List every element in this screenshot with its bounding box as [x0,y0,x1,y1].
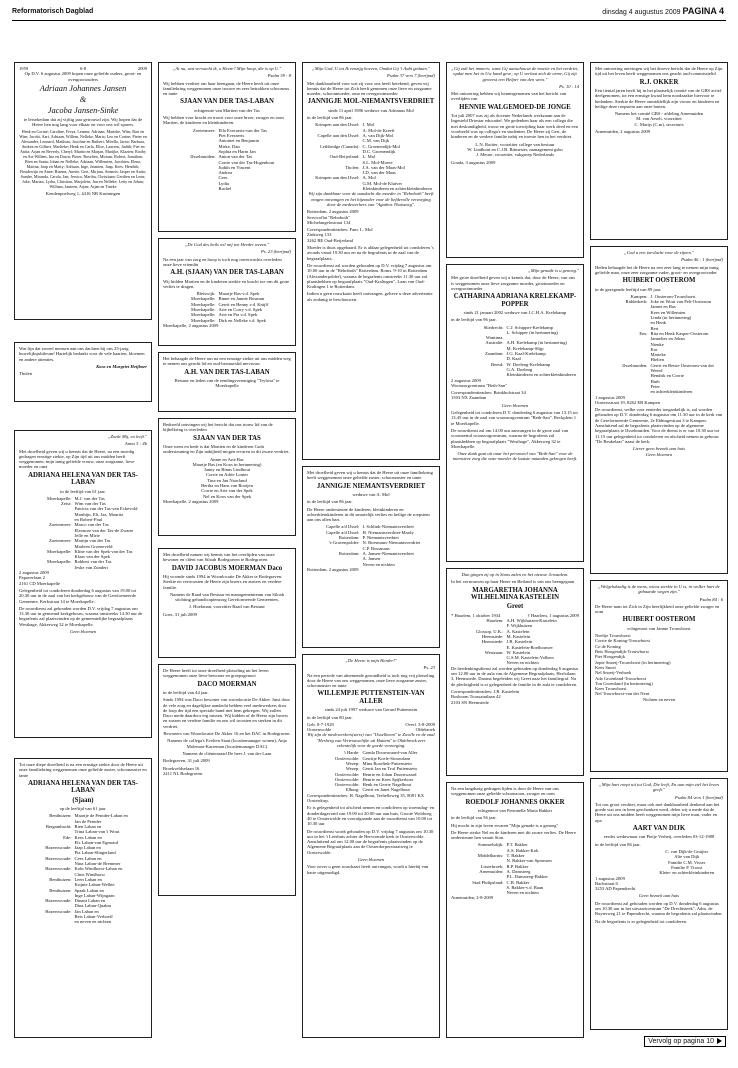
family-row: Zaandam: J.G. Kaal-Krelekamp [485,351,546,357]
family-row: Moerkapelle: Binne en Jannie Bosman [191,296,265,302]
family-row: Bleiswijk: Maartje Bas-v.d. Spek [196,291,260,297]
list-item: Bets Hoogendijk-Trouwborst [595,649,649,655]
family-list: Henk en Corine; Caroline, Freya, Leanne, Adriaan, Marieke, Wim; Bart en Wim; Jacobi, Aart, Adriaan, Willem, Nelleke, Maria; Leo en Corine; Pieter en Alexander, Leonard, Matthias; Jacoline en Ruibert, Mirella, Jarno; Barbara, Andrea en Gilbert, Marlieke; Henk en Carla, Elise, Laurens, Judith; Piet en Anita; Arjan en Beverly, Cheryl; Martin en Marjan, Marijke, Klazien; Rooby en Ari-Willem, Ino en Dawn; Pieter, Roselien, Miriam, Robert, Jonathan; Bien en Santa; Johan en Nelleke; Adriaan, Willemien, Jacobien, Elena, Marina; Jaap en Matty; Adriaan, Inge, Jasmien, Jaap, Kees, Hendrik; Boudewijn en Anne; Rianne, Anette, Gert, Mirjam, Anneris; Jasper en Anita; Sander, Miranda, Carola, Jan; Jessica, Martha, Christiaan; Gerdien en Leon; Joke, Marian, Lydia, Christian, Marjolein; Jan en Nelleke; Letty en Johan; William, Janteen, Arjan; Arjan en Tineke [19,129,147,190]
family-row: Oud-Beijerland: L. Mol [329,154,376,160]
family-row: S. Bakker-v.d. Baan [506,884,544,890]
family-row: Oosterwolde: Henrie en Kees Spijkerboer [334,776,414,782]
family-row: Klaas van der Spek [74,554,111,560]
family-row: Kor [650,346,658,352]
list-item: Corrie en Adrie Louter [206,472,248,478]
list-item: Annie en Arie Bac [209,456,245,462]
family-row: Hazerswoude: Jan Laban en [45,908,99,914]
family-row: Oosterwolde: Gerritje Koele-Stouwdam [334,755,411,761]
family-row: Moerkapelle: M.J. van der Tas [47,495,105,501]
family-row: Cees [218,175,228,181]
family-row: C.P. Bossmans [362,545,390,551]
notice-okker-gbs: Met ontroering ontvingen wij het droeve bericht dat de Heere op Zijn tijd uit het leven heeft weggenomen ons geacht oud-commissielid R.J. OKKER Een tiental jaren heeft hij in het plaatselijk comité van de GBS actief deelgenomen, tot een ernstige kwaal hem noodzaakte hiervoor te bedanken. Sterkte de Heere onmiddellijk zijn vrouw en kinderen en heilige deze roepstem aan onze harten. Namens het comité GBS - afdeling Arnemuiden M. van Aeselt, voorzitter C. Marijs (C.m), secretaris Arnemuiden, 2 augustus 2009 [590,62,728,240]
family-row: Kleinkinderen en achterkleinkinderen [362,186,432,192]
family-row: Linda (in herinnering) [650,315,692,321]
family-row: Tholen: J.A. van der Maas-Mol [345,164,405,170]
family-row: Hendrik en Corrie [650,373,684,379]
family-row: C.M. van Dijk [362,138,390,144]
list-item: Bertha en Hans van Rooijen [201,483,253,489]
family-row: en Henk [650,320,666,326]
family-row: Heemstede: J.B. Kastelein [481,639,533,645]
list-item: Nel Snoeij-Verhoek [595,670,632,676]
family-row: Piet Everaerts [218,133,245,139]
family-row: Kees en Willemien [650,309,686,315]
family-row: Dina Laban-Quakm [74,903,112,909]
list-item: Corrie en Arie van der Spek [201,488,253,494]
family-row: Moerkapelle: Arie en Corry v.d. Spek [191,307,263,313]
family-row: P.L. Damsteeg-Bakker [506,874,548,880]
family-row: S.L. Mol-Moree [362,159,393,165]
family-row: Arnemuiden: A. Damsteeg [479,868,531,874]
deceased-name: CATHARINA ADRIANA KRELEKAMP-POPPER [453,293,577,308]
family-row: D.C. Groenendijk [362,148,396,154]
family-row: en Robert-Paul [74,517,103,523]
family-row: Antoinet en Benjamin [218,138,260,144]
list-item: Piet Hoogendijk [595,654,625,660]
notice-van-dijk: „Mijn hart roept uit tot God, Die leeft, En aan mijn ziel het leven geeft." Psalm 84 vers 1 (berijmd) Tot ons groot verdriet, maar ook met dankbaarheid denkend aan het goede wat ons in hem geschonken werd, delen wij u mede dat de Heere uit ons midden heeft weggenomen mijn lieve man, vader en opa AART VAN DIJK eerder weduwnaar van Pietje Verheij, overleden 03-12-1988 in de leeftijd van 86 jaar. C. van Dijk-de Gruijter Alie van Dijk Familie C.M. Visser Familie P. Troost Klein- en achterkleinkinderen 1 augustus 2009 Bachstraat 6 3253 AD Papendrecht Geen bezoek aan huis De rouwdienst zal gehouden worden op D.V. donderdag 6 augustus om 10.30 uur in het uitvaartcentrum "De Drechtsteek", Adm. de Ruyterweg 21 te Papendrecht, waarna de begrafenis zal plaatsvinden. Na de begrafenis is er gelegenheid tot condoleren. [590,778,728,1030]
family-row: Klein- en achterkleinkinderen [659,870,715,876]
list-item: Corrie de Koning-Trouwborst [595,638,650,644]
notice-okker-family: Na een langdurig gedragen lijden is door de Heere van ons weggenomen onze geliefde schoonzoon, zwager en oom ROEDOLF JOHANNES OKKER echtgenoot van Petronella Maria Bakker in de leeftijd van 56 jaar. Hij mocht in zijn leven ervaren "Mijn genade is u genoeg". De Heere sterke Nel en de kinderen met dit zware verlies. De Heere ondersteune hen vanuit Sion. Sommelsdijk: P.T. Bakker A.S. Bakker-Kok Middelharnis: T. Bakker N. Bakker-van Spronsen Lisserbroek: R.P. Bakker Arnemuiden: A. Damsteeg P.L. Damsteeg-Bakker Stad Philipsland: C.B. Bakker S. Bakker-v.d. Baan Neven en nichten Arnemuiden, 2-8-2009 [446,782,584,1038]
family-row: Oosterwolde: Henrie en Johan Doornwaard [334,771,417,777]
family-row: Ridderkerk: Joke en Wout van Pelt-Oosterom [625,299,712,305]
family-row: Neven en nichten [362,561,395,567]
family-row: G.S.M. Kastelein-Volkers [506,655,554,661]
family-row: Wezep: Mina Roselink-Puttenstein [345,760,412,766]
list-item: Ton Groenland (in herinnering) [595,680,653,686]
deceased-name: A.H. (SJAAN) VAN DER TAS-LABAN [170,269,284,277]
couple-name-1: Adriaan Johannes Jansen [39,83,127,93]
family-row: Bergambacht: Rien Laban en [45,824,102,829]
family-row: Sommelsdijk: P.T. Bakker [477,842,528,848]
deceased-name: DAVID JACOBUS MOERMAN Daco [171,564,283,572]
family-row: Kleinkinderen en achterkleinkinderen [506,372,576,378]
family-row: Jannelies en Johan [650,336,685,342]
family-row: Huib [650,378,660,384]
list-item: Tina en Jan Noorland [207,477,247,483]
family-row: Rachel [218,186,232,192]
family-row: Pia Laban-Slingerland [74,850,116,856]
deceased-name: SJAAN VAN DER TAS [193,434,261,442]
family-row: Marieke [650,352,666,358]
family-row: Westzaan: W. Kastelein [484,649,531,655]
family-row: Patricia van der Tas-van Eckevold [74,506,138,512]
family-row: L. Schipper (in herinnering) [506,329,559,335]
family-row: Bets Laban-Verhoeff [74,914,113,920]
arrow-right-icon [717,1038,722,1044]
notice-walgemoed: „Gij zult het immers; want Gij aanschouwt de moeite en het verdriet, opdat men het in Uw hand geve; op U verlaat zich de arme, Gij zijt geweest een Helper van den wees." Ps. 10 : 14 Met ontroering hebben wij kennisgenomen van het bericht van overlijden van HENNIE WALGEMOED-DE JONGE Tot juli 2007 was zij als docente Nederlands werkzaam aan de Ingesteld Driestar educatief. We gedenken haar als een collega die met deskundigheid, trouw en grote toewijding haar werk deed en een voorbeeld was op collega's en studenten. De Heere zij Gert, de kinderen en de verdere familie nabij en troeste hen in het verdriet. L.N. Rottier, voorzitter college van bestuur W. Lindhout en C.J.B. Bitmester, management gsbo J. Meuse, voorzitter, vakgroep Nederlands Gouda, 3 augustus 2009 [446,62,584,258]
family-row: Kampen: J. Oosterom-Trouwborst [630,293,696,299]
deceased-name: ROEDOLF JOHANNES OKKER [465,798,565,806]
page-label: PAGINA 4 [682,6,724,16]
deceased-name: ADRIANA HELENA VAN DER TAS-LABAN [28,779,138,795]
list-item: Ada Groenland-Trouwborst [595,675,646,681]
family-row: Oosterwolde: Henk en Gerrie Nagelhout [334,782,412,788]
family-row: Krimpen aan den IJssel: A. Mol [315,175,376,181]
family-row: A. Mol-de Kreeft [362,127,395,133]
family-row: en achterkleinkinderen [650,389,693,395]
notice-kastelein: Dan gingen zij op in Sions zalen en het nieuwe Jeruzalem. In het vertrouwen op haar Heere en Heiland is van ons heengegaan MARGARETHA JOHANNA WILHELMINA KASTELEIN Greet * Haarlem, 1 oktober 1934 † Haarlem, 1 augustus 2009 Haarlem: A.H. Wijkhuizen-Kastelein F. Wijkhuizen Glossop, U.K.: A. Kastelein Heemstede: M. Kastelein Heemstede: J.B. Kastelein E. Kastelein-Boelhouwer Westzaan: W. Kastelein G.S.M. Kastelein-Volkers Neven en nichten De herdenkingsdienst zal worden gehouden op donderdag 6 augustus om 12.00 uur in de aula van de Algemene Begraafplaats, Herfstlaan 3, Heemstede. Daarna begeleiden wij Greet naar het familiegraf. Na de plechtigheid is er gelegenheid de familie in de aula te condoleren. Correspondentieadres: J.B. Kastelein Bosboom Toussaintlaan 42 2103 SN Heemstede [446,568,584,776]
family-row: Hazerswoude: Kobi Windhorst-Laban en [45,866,123,872]
family-row: Jan de Peinder [74,818,102,824]
family-row: Marthijn, Eli, Jaz, Mauritz [74,511,124,517]
family-row: Capelle aan den IJssel: A. van Dijk-Mol [317,133,394,139]
deceased-name: R.J. OKKER [639,78,679,86]
continue-link[interactable]: Vervolg op pagina 10 [644,1036,726,1047]
family-row: Benthuizen: Leen Laban en [49,876,102,882]
deceased-name: HENNIE WALGEMOED-DE JONGE [459,103,571,111]
family-row: Judith en Vincent [218,164,251,170]
deceased-name: AART VAN DIJK [632,825,686,833]
list-item: Neeltje Trouwborst [595,633,631,639]
family-row: Els Laban-van Egmond [74,839,118,845]
notice-van-der-tas-laban-siblings: Tot onze diepe droefheid is na een ernstige ziekte door de Heere uit onze familiekring weggenomen onze geliefde zuster, schoonzuster en tante ADRIANA HELENA VAN DER TAS-LABAN (Sjaan) op de leeftijd van 61 jaar. Benthuizen: Maartje de Peinder-Laban en Jan de Peinder Bergambacht: Rien Laban en Trina Laban-van 't Wout Ede: Kees Laban en Els Laban-van Egmond Hazerswoude: Jaap Laban en Pia Laban-Slingerland Hazerswoude: Cees Laban en Nina Laban-de Bremmer Hazerswoude: Kobi Windhorst-Laban en Chris Windhorst Benthuizen: Leen Laban en Krijnie Laban-Welbie Benthuizen: Spaak Laban en Inge Laban-Wijngaan Hazerswoude: Dinant Laban en Dina Laban-Quakm Hazerswoude: Jan Laban en Bets Laban-Verhoeff en neven en nichten [14,758,152,1038]
deceased-name: DACO MOERMAN [197,680,257,688]
family-row: J.D. van der Maas [362,170,396,176]
address: Kendenpoelweg 1, 4416 NR Kruiningen [45,191,121,197]
deceased-name: JANNIGJE NIEMANTSVERDRIET [316,482,426,490]
family-row: Nina Laban-de Bremmer [74,861,121,867]
couple-name-2: Jacoba Jansen-Sinke [47,105,119,115]
notice-niemantsverdriet-siblings: Met droefheid geven wij u kennis dat de Heere uit onze familiekring heeft weggenomen onze geliefde zuster, schoonzuster en tante JANNIGJE NIEMANTSVERDRIET weduwe van A. Mol in de leeftijd van 86 jaar. De Heere ondersteune de kinderen, kleinkinderen en achterkleinkinderen in dit smartelijk verlies en heilige de roepstem aan ons allen hart. Capelle a/d IJssel: I. Schlink-Niemantsverdriet Capelle a/d IJssel: H. Niemantsverdriet-Mardy Rotterdam: P. Niemantsverdriet 's-Gravenpolder: N. Boesmans-Niemantsverdriet C.P. Bossmans Rotterdam: A. Jansen-Niemantsverdriet A. Jansen Neven en nichten Rotterdam, 2 augustus 2009 [302,466,440,648]
family-row: Corrie van der Tas-Hogenhout [218,159,275,165]
family-row: Moerkapelle: Gerrit en Henny v.d. Knijff [191,301,269,307]
family-row: A.S. Bakker-Kok [506,847,539,853]
notice-heijboer-thanks: Wat fijn dat zoveel mensen aan ons dachten bij ons 25-jarig huwelijksjubileum! Hartelijk bedankt voor de vele kaarten, bloemen en andere attenties. Koos en Margriet Heijboer Tholen [14,342,152,402]
family-row: Mirke, Dan [218,143,240,149]
notice-jansen-anniversary: 1959 6-8 2009 Op D.V. 6 augustus 2009 hopen onze geliefde ouders, groot- en overgrootouders Adriaan Johannes Jansen & Jacoba Jansen-Sinke te Iersekedam dat zij vijftig jaar getrouwd zijn. Wij hopen dat de Heere hen nog lang voor elkaar en voor ons wil sparen. Henk en Corine; Caroline, Freya, Leanne, Adriaan, Marieke, Wim; Bart en Wim; Jacobi, Aart, Adriaan, Willem, Nelleke, Maria; Leo en Corine; Pieter en Alexander, Leonard, Matthias; Jacoline en Ruibert, Mirella, Jarno; Barbara, Andrea en Gilbert, Marlieke; Henk en Carla, Elise, Laurens, Judith; Piet en Anita; Arjan en Beverly, Cheryl; Martin en Marjan, Marijke, Klazien; Rooby en Ari-Willem, Ino en Dawn; Pieter, Roselien, Miriam, Robert, Jonathan; Bien en Santa; Johan en Nelleke; Adriaan, Willemien, Jacobien, Elena, Marina; Jaap en Matty; Adriaan, Inge, Jasmien, Jaap, Kees, Hendrik; Boudewijn en Anne; Rianne, Anette, Gert, Mirjam, Anneris; Jasper en Anita; Sander, Miranda, Carola, Jan; Jessica, Martha, Christiaan; Gerdien en Leon; Joke, Marian, Lydia, Christian, Marjolein; Jan en Nelleke; Letty en Johan; William, Janteen, Arjan; Arjan en Tineke Kendenpoelweg 1, 4416 NR Kruiningen [14,62,152,320]
family-row: N. Bakker-van Spronsen [506,858,552,864]
family-row: G.A. Doeleng [506,366,533,372]
family-row: Lethbridge (Canada): C. Groenendijk-Mol [320,143,401,149]
family-row: Rotterdam: P. Niemantsverdriet [338,535,399,541]
family-row: Stad Philipsland: C.B. Bakker [472,879,530,885]
family-row: Glossop, U.K.: A. Kastelein [475,628,530,634]
family-row: Moerkapelle: Kline van der Spek-van der Tas [47,548,133,554]
list-item: Kees Trouwborst [595,686,627,692]
family-row: Zoetermeer: Ella Everaerts-van der Tas [193,127,267,133]
family-row: Australië: A.H. Krelekamp (in herinnering) [485,340,568,346]
family-row: IJsselmuiden: Gerrit en Betsie Oosterom-van der Weerd [622,362,715,374]
deceased-name: ADRIANA HELENA VAN DER TAS-LABAN [28,471,138,487]
notice-puttenstein: „De Heere is mijn Herder!" Ps. 23 Na een periode van afnemende gezondheid is toch nog vrij plotseling door de Heere van ons weggenomen, onze lieve zorgzame zuster, schoonzuster en tante WILLEMPJE PUTTENSTEIN-VAN ALLER sinds 24 juli 1997 weduwe van Gerard Puttenstein in de leeftijd van 80 jaar. Geb. 8-7-1929 Overl. 3-8-2009 Oostenwolde Oldebroek Wij zijn de medewerkers(sters) van "IJsselheem" te Zwolle en de zaal "Herberg van Vertrouwelijke uit Hattem" te Oldebroek zeer erkentelijk voor de goede verzorging. 't Harde: Gonda Doornwaard-van Aller Oosterwolde: Gerritje Koele-Stouwdam Wezep: Mina Roselink-Puttenstein Wezep: Gerrit Jan en Truf Puttenstein Oosterwolde: Henrie en Johan Doornwaard Oosterwolde: Henrie en Kees Spijkerboer Oosterwolde: Henk en Gerrie Nagelhout Elburg: Gerrit en Janet Nagelhout Correspondentieadres: H. Nagelhout, Terhelleweg 35, 8081 KX Oosterdorp. Er is gelegenheid tot afscheid nemen en condoleren op woensdag- en donderdagavond van 19.00 tot 20.00 uur aan huis, Groote Woldweg 40 te Oosterwolde en voorafgaande aan de rouwdienst van 10.00 tot 10.30 uur. De rouwdienst wordt gehouden op D.V. vrijdag 7 augustus om 10.30 uur in het 't Leerhuis achter de Hervormde kerk te Oosterwolde. Aansluitend zal om 12.00 uur de begrafenis plaatsvinden op de Algemene Begraafplaats aan de Oosterdorperstraatweg te Oosterwolde. Geen bloemen Voor zover u geen rouwkaart heeft ontvangen, wordt u hierbij van harte uitgenodigd. [302,654,440,1038]
notice-tryfosa: Het behaagde de Heere om na een ernstige ziekte uit ons midden weg te nemen ons geacht lid en oud-bestuurslid mevrouw A.H. VAN DER TAS-LABAN Bestuur en leden van de zendingsvereniging "Tryfosa" te Moerkapelle [158,352,296,412]
notice-van-der-tas-laban-family: „Zoekt Mij, en leeft." Amos 5 : 4b Met droefheid geven wij u kennis dat de Heere, na een moedig gedragen ernstige ziekte, op Zijn tijd uit ons midden heeft weggenomen, mijn innig geliefde vrouw, onze zorgzame, lieve moeder en oma ADRIANA HELENA VAN DER TAS-LABAN in de leeftijd van 61 jaar. Moerkapelle: M.J. van der Tas Zeist: Wim van der Tas Patricia van der Tas-van Eckevold Marthijn, Eli, Jaz, Mauritz en Robert-Paul Zoetermeer: Marco van der Tas Eleonore van der Tas-de Zwarte Jelle en Mirte Zoetermeer: Martijn van der Tas Marleen Groeneveld Moerkapelle: Kline van der Spek-van der Tas Klaas van der Spek Moerkapelle: Robbert van der Tas Jeske van Zundert 2 augustus 2009 Papaverlaan 2 2161 CD Moerkapelle Gelegenheid tot condoleren donderdag 6 augustus van 19.00 tot 20.30 uur in de zaal van het kerkgebouw van de Gereformeerde Gemeente, Kerkstraat 14 te Moerkapelle. De rouwdienst zal gehouden worden D.V. vrijdag 7 augustus om 13.30 uur in genoemd kerkgebouw, waarna omstreeks 14.30 uur de begrafenis zal plaatsvinden op de gemeentelijke begraafplaats Westhage, Akkerweg 32 te Moerkapelle. Geen bloemen [14,430,152,738]
family-row: Middelharnis: T. Bakker [477,853,525,859]
family-row: Beesd: W. Doeleng-Krelekamp [490,361,551,367]
family-row: Familie C.M. Visser [668,859,706,865]
family-row: Familie P. Troost [671,864,703,870]
deceased-name: JANNIGJE MOL-NIEMANTSVERDRIET [307,98,435,106]
family-row: Benthuizen: Spaak Laban en [49,887,104,893]
family-row: F. Wijkhuizen [506,623,533,629]
family-row: Ede: Kees Laban en [63,834,102,840]
family-row: Andrea [218,170,233,176]
family-row: Hazerswoude: Dinant Laban en [45,898,106,904]
family-row: Wezep: Gerrit Jan en Truf Puttenstein [345,766,417,772]
family-row: Zeist: Wim van der Tas [61,501,106,507]
family-row: C. van Dijk-de Gruijter [665,849,709,855]
header-rule [12,20,726,21]
notice-bijbelkring: Bedroefd ontvingen wij het bericht dat ons trouw lid van de bijbelkring is overleden SJAAN VAN DER TAS Onze wens en bede is dat Martien en de kinderen Gods ondersteuning en Zijn nabijheid mogen ervaren in dit zware verdriet. Annie en Arie Bac Maartje Bas (en Koos in herinnering) Janny en Binus Lindhout Corrie en Adrie Louter Tina en Jan Noorland Bertha en Hans van Rooijen Corrie en Arie van der Spek Nel en Koos van der Spek Moerkapelle, 2 augustus 2009 [158,418,296,536]
deceased-name: HUIBERT OOSTEROM [622,616,696,624]
family-row: E. Kastelein-Boelhouwer [506,644,553,650]
list-item: Kees Snoei [595,664,616,670]
notice-oosterom-inlaws: „Welgelukzalig is de mens, wiens sterkte in U is, in welker hart de gebaande wegen zijn." Psalm 84 : 6 De Heere nam tot Zich in Zijn heerlijkheid onze geliefde zwager en oom HUIBERT OOSTEROM echtgenoot van Jannie Trouwborst Neeltje Trouwborst Corrie de Koning-Trouwborst Co de Koning Bets Hoogendijk-Trouwborst Piet Hoogendijk Jopie Snoeij-Trouwborst (in herinnering) Kees Snoei Nel Snoeij-Verhoek Ada Groenland-Trouwborst Ton Groenland (in herinnering) Kees Trouwborst Nel Trouwborst-van der Neut Nichten en neven [590,580,728,772]
family-row: Krijnie Laban-Welbie [74,882,115,888]
family-row: Rotterdam: A. Jansen-Niemantsverdriet [338,550,414,556]
family-row: Haarlem: A.H. Wijkhuizen-Kastelein [486,618,557,624]
family-row: Capelle a/d IJssel: H. Niemantsverdriet-Mardy [326,529,414,535]
family-row: Zoetermeer: Marco van der Tas [49,522,109,528]
list-item: Maartje Bas (en Koos in herinnering) [192,461,262,467]
page-date: dinsdag 4 augustus 2009 PAGINA 4 [602,6,724,16]
notice-mol-niemantsverdriet: „Mijn God, U tot Ik eenzijg hoeven, Omdat Gij 't Aabt gedaan." Psalm 37 vers 7 (berijmd) Met dankbaarheid voor wat zij voor ons heeft betekend, geven wij kennis dat de Heere tot Zich heeft genomen onze lieve en zorgzame moeder, schoonmoeder, oma en overgrootmoeder JANNIGJE MOL-NIEMANTSVERDRIET sinds 11 april 1986 weduwe van Adrianus Mol in de leeftijd van 86 jaar. Krimpen aan den IJssel: J. Mol A. Mol-de Kreeft Capelle aan den IJssel: A. van Dijk-Mol C.M. van Dijk Lethbridge (Canada): C. Groenendijk-Mol D.C. Groenendijk Oud-Beijerland: L. Mol S.L. Mol-Moree Tholen: J.A. van der Maas-Mol J.D. van der Maas Krimpen aan den IJssel: A. Mol G.M. Mol-de Kluiver Kleinkinderen en achterkleinkinderen Wij zijn dankbaar voor de aandacht die moeder in "Rehoboth" heeft mogen ontvangen en het bijzonder voor de liefdevolle verzorging door de medewerkers van "Agathos Thuiszorg". Rotterdam, 2 augustus 2009 Servicoflat "Rehoboth" Michelangelostraat 134 Correspondentieadres: Fam. L. Mol Zinkweg 133 3262 BE Oud-Beijerland Moeder is thuis opgebaard. Er is aldaar gelegenheid tot condoleren 's avonds vanaf 19.30 uur en na de begrafenis in de zaal van de begraafplaats. De rouwdienst zal worden gehouden op D.V. vrijdag 7 augustus om 10.00 uur in de "Rehoboth" Rotterdam. Roms. 9-10 in Rotterdam (Alexanderpolder), waarna de begrafenis omstreeks 11.30 uur zal plaatshebben op begraafplaats "Oud-Kralingen", Laan van Oud-Kralingen 1 te Rotterdam. Indien u geen rouwkaart heeft ontvangen, gelieve u deze advertentie als zodanig te beschouwen. [302,62,440,460]
family-row: Hielien [650,357,665,363]
family-row: D. Kaal [506,356,521,362]
family-row: Neven en nichten [506,890,539,896]
notice-sjaan-family: „Ai nu, wat verwacht ik, o Heere? Mijn hoop, die is op U." Psalm 39 : 8 Wij hebben verdriet om haar heengaan, de Heere heeft uit onze familiekring weggenomen onze trouwe en zeer betrokken schoonzus en tante SJAAN VAN DER TAS-LABAN echtgenote van Martien van der Tas Wij hebben voor kracht en troost voor onze broer, zwager en oom Martien, de kinderen en kleinkinderen. Zoetermeer: Ella Everaerts-van der Tas Piet Everaerts Antoinet en Benjamin Mirke, Dan Sophia en Harm Jan IJsselmuiden: Anton van der Tas Corrie van der Tas-Hogenhout Judith en Vincent Andrea Cees Lydia Rachel [158,62,296,232]
family-row: Eleonore van der Tas-de Zwarte [74,527,134,533]
list-item: Janny en Binus Lindhout [203,467,251,473]
family-row: M. Krelekamp-Slijp [506,345,544,351]
family-row: Nienke [650,341,664,347]
family-row: 's-Gravenpolder: N. Boesmans-Niemantsverdriet [328,540,421,546]
family-row: Marleen Groeneveld [74,543,113,549]
notice-daco-moerman: De Heere heeft tot onze droefheid plotseling uit het leven weggenomen onze lieve bewoner en groepsgenoot DACO MOERMAN in de leeftijd van 44 jaar. Sinds 1994 was Daco bewoner van woonlocatie De Akker. Juist door de vele zorg en dagelijkse aandacht hebben veel medewerkers door de loop der tijd een speciale band met hem gekregen. Wij zullen Daco mede daardoor erg missen. Wij bidden of de Heere zijn broers en zussen en verdere familie en ons wil troosten en sterken in dit verdriet. Bewoners van Woonlocatie De Akker 16 en het DAC in Bodegraven. Namens de collega's Evelien Staat (locatiemanager wonen), Anja Molenaar-Karreman (locatiemanager DAC) Namens de cliëntenraad De heer J. van der Laan Bodegraven, 31 juli 2009 Broekveldselaan 16 2411 NL Bodegraven [158,664,296,896]
family-row: Krimpen aan den IJssel: J. Mol [315,122,375,128]
deceased-name: A.H. VAN DER TAS-LABAN [184,368,270,376]
family-row: Moerkapelle: Arie en Pia v.d. Spek [191,312,258,318]
notice-krelekamp: „Mijn genade is u genoeg." Met grote droefheid geven wij u kennis dat, door de Heere, van ons is weggenomen onze lieve zorgzame moeder, grootmoeder en overgrootmoeder CATHARINA ADRIANA KRELEKAMP-POPPER sinds 21 januari 2002 weduwe van J.C.H.A. Krelekamp in de leeftijd van 96 jaar. Sliedrecht: C.J. Schipper-Krelekamp L. Schipper (in herinnering) Wantima, Australië: A.H. Krelekamp (in herinnering) M. Krelekamp-Slijp Zaandam: J.G. Kaal-Krelekamp D. Kaal Beesd: W. Doeleng-Krelekamp G.A. Doeleng Kleinkinderen en achterkleinkinderen 2 augustus 2009 Woonzorgcentrum "Beth-San" Correspondentieadres: Brinkhofstraat 34 1503 NX Zaandam Geen bloemen Gelegenheid tot condoleren D.V. donderdag 6 augustus van 13.15 tot 13.45 uur in de zaal van woonzorgcentrum "Beth-San", Reckplein 1 te Moerkapelle. De rouwdienst zal om 14.00 uur aanvangen in de grote zaal van voornoemd woonzorgcentrum, waarna de begrafenis zal plaatshebben op begraafplaats "Westhage", Akkerweg 32 te Moerkapelle. Onze dank gaat uit naar het personeel van "Beth-San" voor de intensieve zorg die onze moeder de laatste maanden gekregen heeft. [446,264,584,562]
family-row: Ens: Rita en Henk Kasper-Oosterom [639,330,709,336]
family-row: Neven en nichten [506,660,539,666]
family-row: 't Harde: Gonda Doornwaard-van Aller [343,750,418,756]
family-row: Benthuizen: Maartje de Peinder-Laban en [49,813,128,819]
family-row: Jannet en Bas [650,304,676,310]
family-row: Sophia en Harm Jan [218,148,256,154]
family-row: Capelle a/d IJssel: I. Schlink-Niemantsverdriet [326,524,414,530]
family-row: IJsselmuiden: Anton van der Tas [190,154,253,160]
family-row: Jelle en Mirte [74,532,100,538]
family-row: G.M. Mol-de Kluiver [362,180,403,186]
family-row: Jeske van Zundert [74,564,108,570]
family-row: Heemstede: M. Kastelein [481,634,531,639]
publication-name: Reformatorisch Dagblad [12,8,94,15]
family-row: A. Jansen [362,556,381,562]
family-row: Zoetermeer: Martijn van der Tas [49,538,111,544]
notice-oosterom-family: „God u een toevlucht voor de zijnen." Psalm 46 : 1 (berijmd) Heden behaagde het de Heere na een zeer lang te nemen mijn innig geliefde man, onze zeer zorgzame vader, groot- en overgrootvader HUIBERT OOSTEROM in de gezegende leeftijd van 89 jaar. Kampen: J. Oosterom-Trouwborst Ridderkerk: Joke en Wout van Pelt-Oosterom Jannet en Bas Kees en Willemien Linda (in herinnering) en Henk Bert Ens: Rita en Henk Kasper-Oosterom Jannelies en Johan Nienke Kor Marieke Hielien IJsselmuiden: Gerrit en Betsie Oosterom-van der Weerd Hendrik en Corrie Huib Peter en achterkleinkinderen 1 augustus 2009 Oostersstraat 19, 8262 EB Kampen De rouwdienst, welke voor eenieder toegankelijk is, zal worden gehouden op D.V. donderdag 6 augustus om 11.30 uur in de kerk van de Gereformeerde Gemeente, 2e Ebbingestraat 3 te Kampen. Aansluitend zal de begrafenis plaatsvinden op de algemene begraafplaats te IJsselmuiden. Voor de dienst is er van 10.30 uur tot 11.15 uur gelegenheid tot condoleren en afscheid nemen in gebouw "De Beukelaar" naast de kerk. Liever geen bezoek aan huis Geen bloemen [590,246,728,574]
deceased-name: SJAAN VAN DER TAS-LABAN [180,98,274,106]
notice-siloah-moerman: Met droefheid namen wij kennis van het overlijden van onze bewoner en cliënt van Siloah Bodegraven te Bodegraven DAVID JACOBUS MOERMAN Daco Hij woonde sinds 1994 in Woonlocatie De Akker te Bodegraven. Sterkte en vertroosten de Heere zijn broers en zusters en verdere familie. Namens de Raad van Bestuur en managementteam van Siloah stichting gehandicaptenzorg Gereformeerde Gemeenten, J. Hoekman, voorzitter Raad van Bestuur Goes, 31 juli 2009 [158,548,296,658]
notice-sjaan-friends: „De God des heils wil mij ten Herder wezen." Ps. 23 (berijmd) Na een jaar van zorg en hoop is toch nog onverwachts overleden onze lieve vriendin A.H. (SJAAN) VAN DER TAS-LABAN Wij bidden Martien en de kinderen sterkte en kracht toe om dit grote verlies te dragen. Bleiswijk: Maartje Bas-v.d. Spek Moerkapelle: Binne en Jannie Bosman Moerkapelle: Gerrit en Henny v.d. Knijff Moerkapelle: Arie en Corry v.d. Spek Moerkapelle: Arie en Pia v.d. Spek Moerkapelle: Dirk en Nelleke v.d. Spek Moerkapelle, 2 augustus 2009 [158,238,296,346]
deceased-name: HUIBERT OOSTEROM [622,277,696,285]
list-item: Nel Trouwborst-van der Neut [595,691,650,697]
family-row: Bert [650,325,659,331]
family-row: Wantima, [485,335,504,341]
family-row: Elburg: Gerrit en Janet Nagelhout [345,787,410,793]
family-row: Moerkapelle: Dirk en Nelleke v.d. Spek [191,317,266,323]
family-row: en neven en nichten [74,919,112,925]
family-row: Trina Laban-van 't Wout [74,829,120,835]
family-row: Chris Windhorst [74,871,105,877]
family-row: Moerkapelle: Robbert van der Tas [47,559,112,565]
family-row: Sliedrecht: C.J. Schipper-Krelekamp [483,324,553,330]
deceased-name: WILLEMPJE PUTTENSTEIN-VAN ALLER [317,690,425,705]
page-header [12,6,724,20]
deceased-name: MARGARETHA JOHANNA WILHELMINA KASTELEIN [470,586,560,601]
list-item: Jopie Snoeij-Trouwborst (in herinnering) [595,659,671,665]
family-row: Hazerswoude: Cees Laban en [45,855,102,861]
list-item: Co de Koning [595,643,621,649]
family-row: Peter [650,383,660,389]
family-row: Lydia [218,180,229,186]
family-row: Inge Laban-Wijngaan [74,892,115,898]
family-row: Hazerswoude: Jaap Laban en [45,845,101,851]
family-row: Lisserbroek: R.P. Bakker [480,863,529,869]
list-item: Nel en Koos van der Spek [202,493,252,499]
family-row: Alie van Dijk [674,854,700,860]
